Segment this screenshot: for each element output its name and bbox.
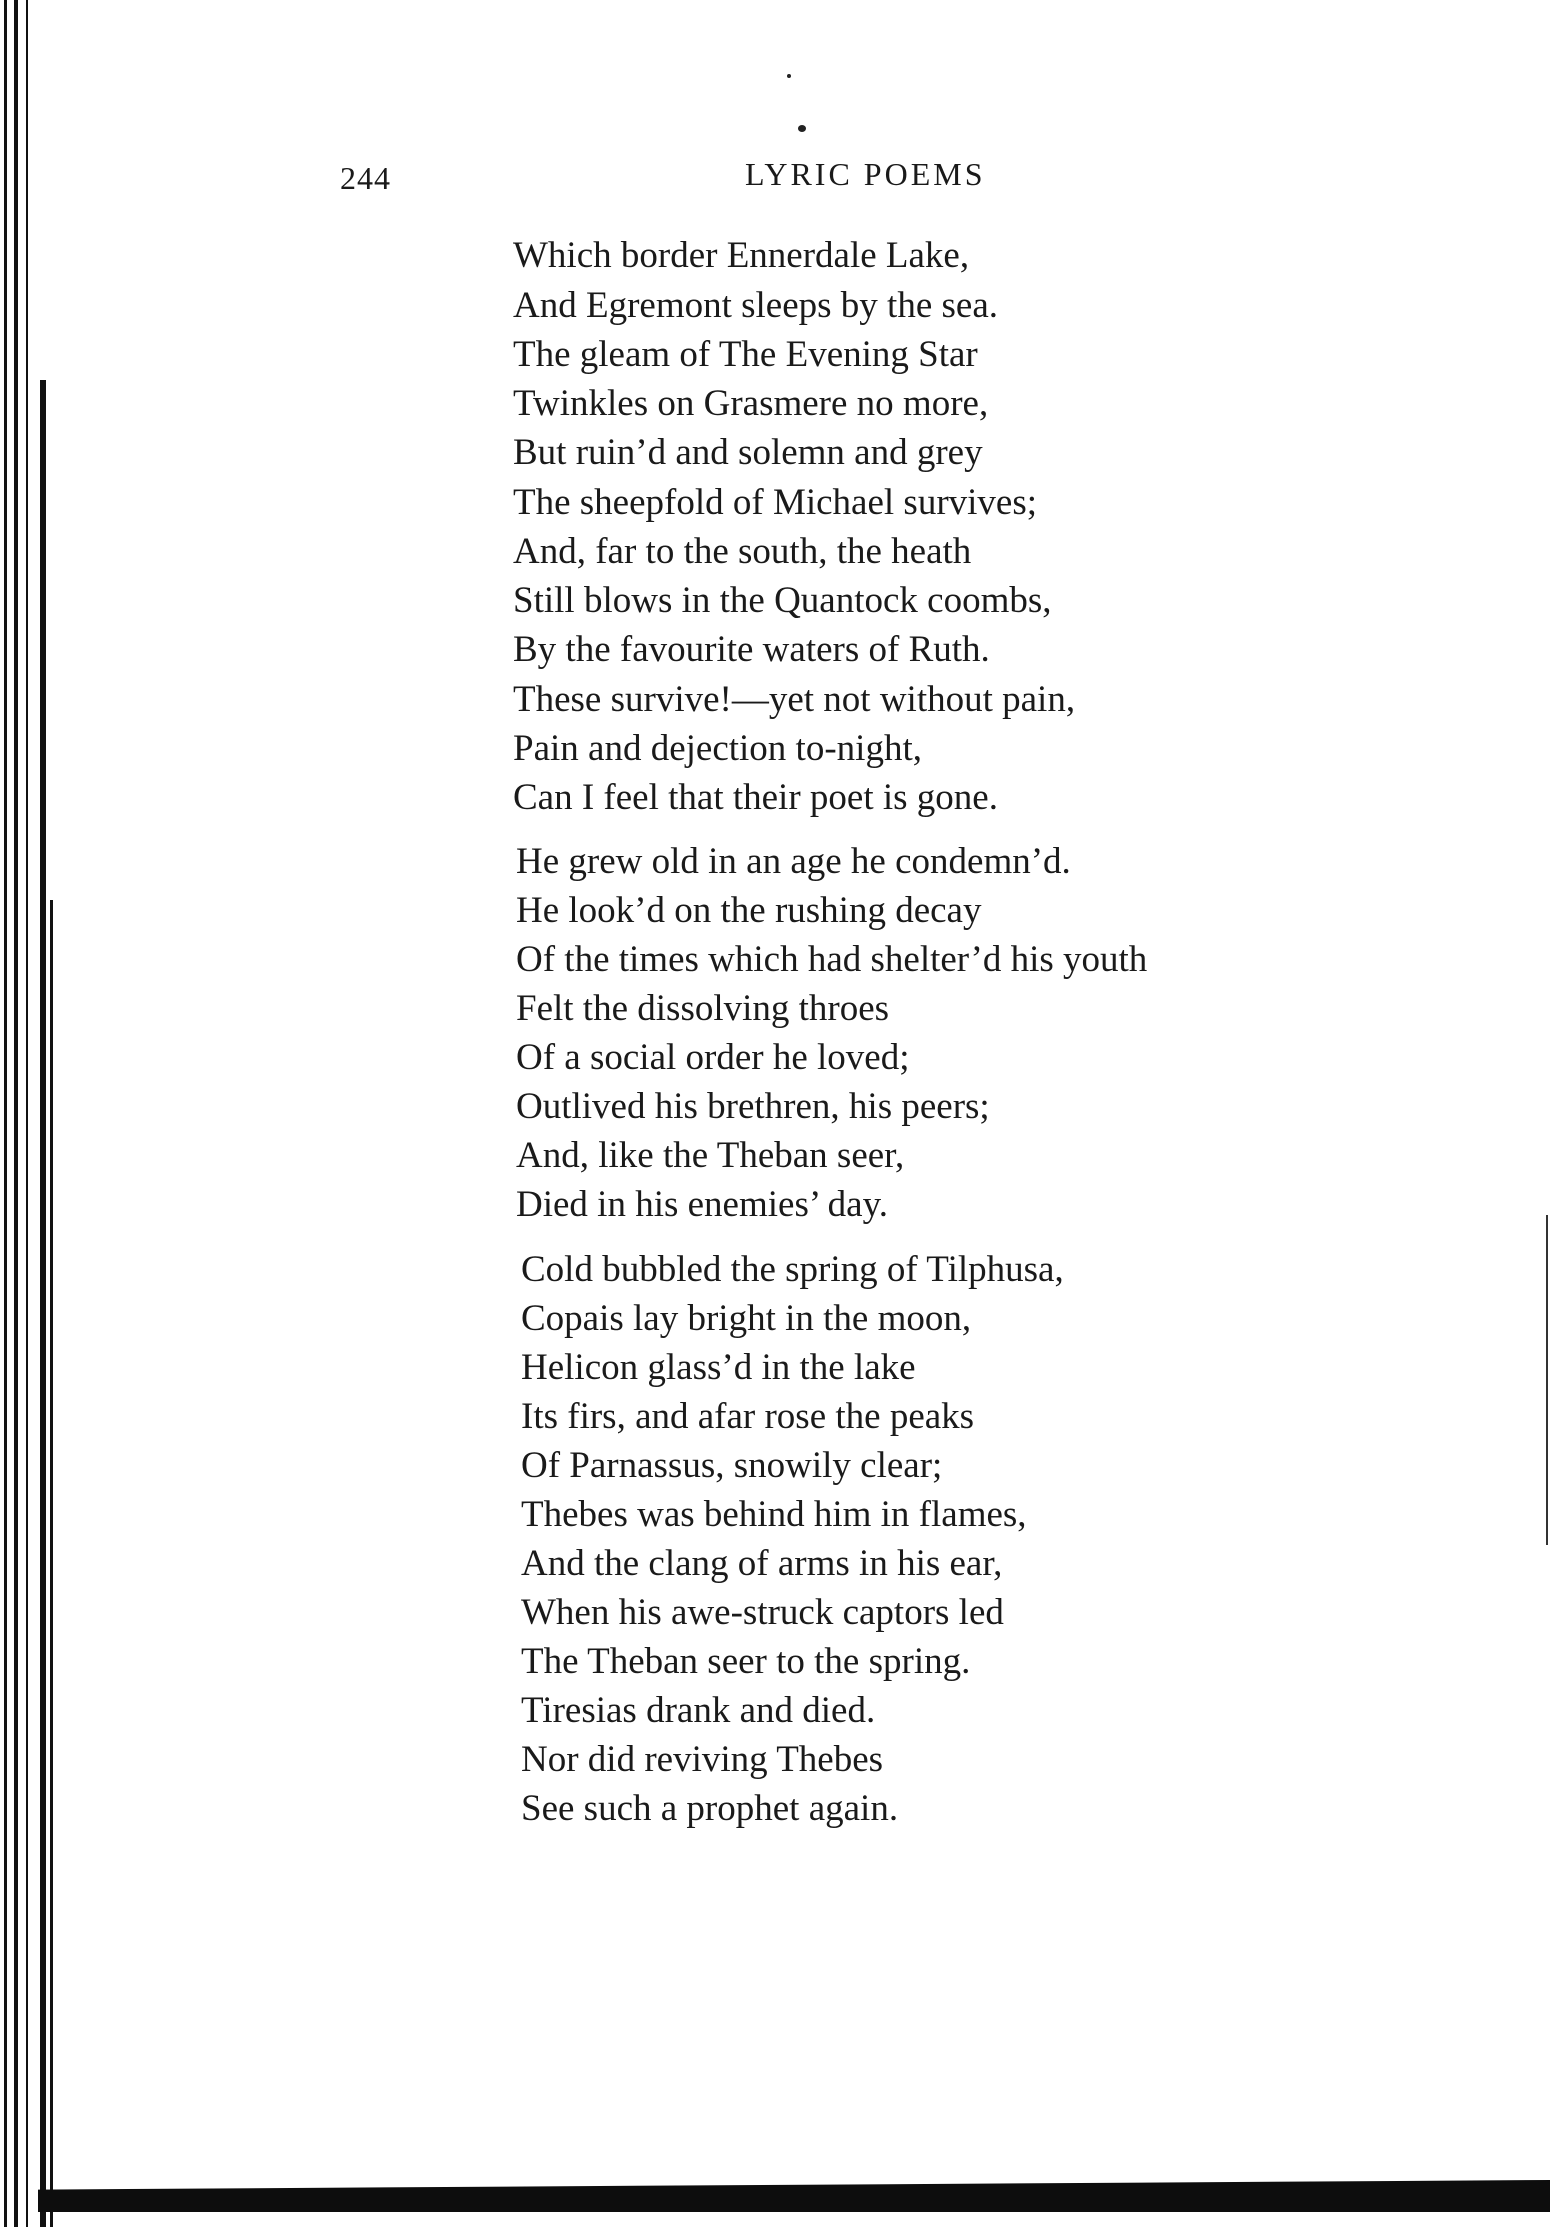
poem-line: Can I feel that their poet is gone.: [513, 777, 998, 818]
poem-line: Of a social order he loved;: [516, 1037, 910, 1078]
scan-speck: [798, 125, 806, 132]
page-number: 244: [340, 160, 391, 196]
binding-rule: [26, 0, 28, 2227]
poem-line: Tiresias drank and died.: [521, 1690, 876, 1731]
running-head: LYRIC POEMS: [745, 156, 986, 192]
poem-line: Still blows in the Quantock coombs,: [513, 580, 1052, 621]
poem-line: Helicon glass’d in the lake: [521, 1347, 916, 1388]
poem-line: And the clang of arms in his ear,: [521, 1543, 1003, 1584]
binding-rule: [14, 0, 18, 2227]
poem-line: Its firs, and afar rose the peaks: [521, 1396, 975, 1437]
poem-line: By the favourite waters of Ruth.: [513, 629, 990, 670]
poem-line: And, like the Theban seer,: [516, 1135, 905, 1176]
right-edge-mark: [1546, 1215, 1548, 1545]
scan-speck: [787, 74, 791, 78]
poem-line: Nor did reviving Thebes: [521, 1739, 884, 1780]
poem-line: Died in his enemies’ day.: [516, 1184, 888, 1225]
poem-line: He grew old in an age he condemn’d.: [516, 841, 1071, 882]
poem-line: The Theban seer to the spring.: [521, 1641, 971, 1682]
poem-line: But ruin’d and solemn and grey: [513, 432, 983, 473]
poem-line: Pain and dejection to-night,: [513, 728, 922, 769]
poem-line: Twinkles on Grasmere no more,: [513, 383, 989, 424]
poem-line: When his awe-struck captors led: [521, 1592, 1004, 1633]
poem-line: Of Parnassus, snowily clear;: [521, 1445, 943, 1486]
poem-line: Felt the dissolving throes: [516, 988, 890, 1029]
poem-line: The gleam of The Evening Star: [513, 334, 978, 375]
poem-line: These survive!—yet not without pain,: [513, 679, 1076, 720]
binding-rule: [40, 380, 46, 2227]
poem-line: Thebes was behind him in flames,: [521, 1494, 1027, 1535]
poem-line: See such a prophet again.: [521, 1788, 899, 1829]
page-bottom-shadow: [38, 2180, 1550, 2212]
poem-line: Outlived his brethren, his peers;: [516, 1086, 990, 1127]
poem-line: Which border Ennerdale Lake,: [513, 235, 970, 276]
page-binding-edge: [0, 0, 58, 2227]
poem-line: And, far to the south, the heath: [513, 531, 972, 572]
poem-line: The sheepfold of Michael survives;: [513, 482, 1038, 523]
binding-rule: [4, 0, 7, 2227]
poem-line: He look’d on the rushing decay: [516, 890, 982, 931]
poem-line: Of the times which had shelter’d his youth: [516, 939, 1148, 980]
poem-line: Copais lay bright in the moon,: [521, 1298, 972, 1339]
binding-rule: [50, 900, 53, 2227]
poem-line: Cold bubbled the spring of Tilphusa,: [521, 1249, 1064, 1290]
poem-line: And Egremont sleeps by the sea.: [513, 285, 998, 326]
